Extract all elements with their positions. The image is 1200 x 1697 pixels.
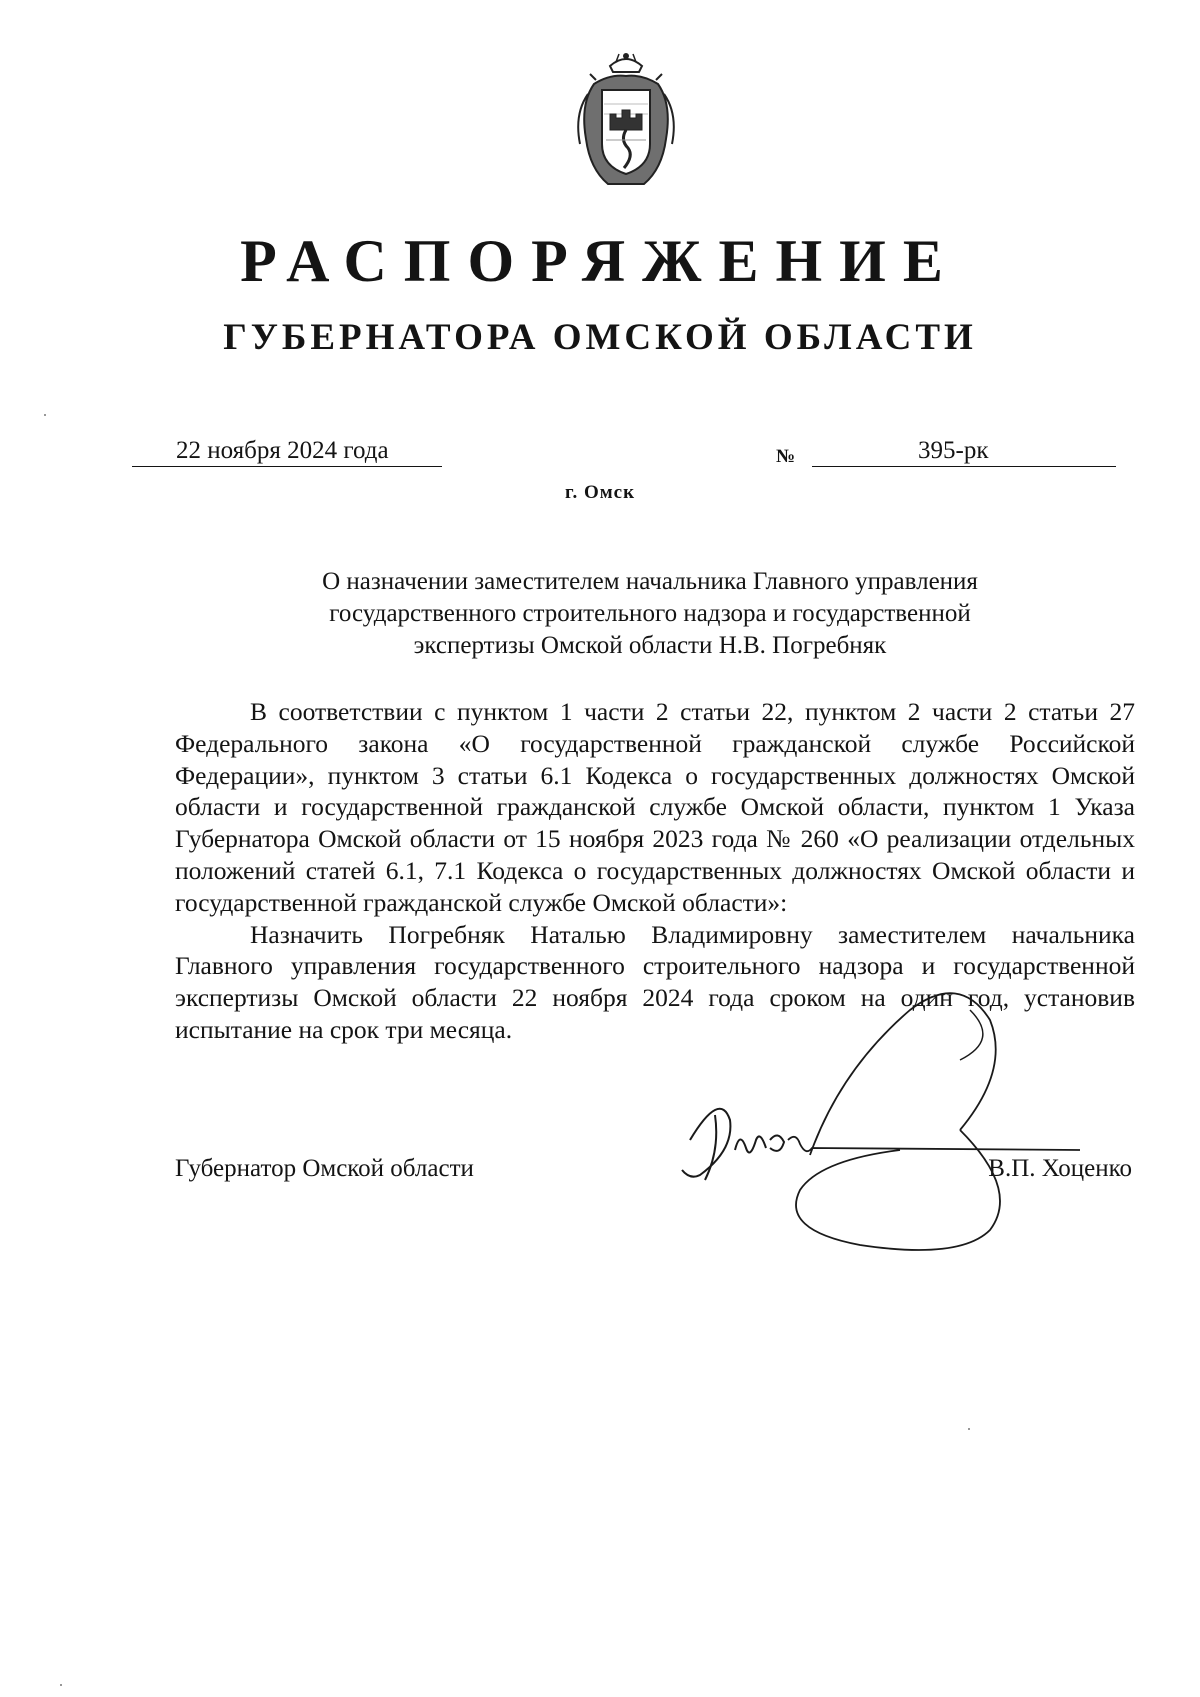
document-subject: [250, 566, 1050, 662]
subject-line: экспертизы Омской области Н.В. Погребняк: [413, 632, 887, 659]
coat-of-arms-icon: [566, 44, 686, 194]
signer-name: В.П. Хоценко: [988, 1155, 1132, 1182]
document-date: 22 ноября 2024 года: [132, 436, 442, 467]
signer-position: Губернатор Омской области: [175, 1155, 474, 1182]
document-author-heading: ГУБЕРНАТОРА ОМСКОЙ ОБЛАСТИ: [223, 317, 977, 358]
handwritten-signature: [660, 980, 1100, 1280]
scan-speck: [968, 1428, 970, 1430]
document-place: г. Омск: [564, 482, 636, 503]
body-paragraph: В соответствии с пунктом 1 части 2 статьи 22, пунктом 2 части 2 статьи 27 Федерального закона «О государственной гражданской службе Российской Федерации», пунктом 3 статьи 6.1 Кодекса о государственных должностях Омской области и государственной гражданской службе Омской области, пунктом 1 Указа Губернатора Омской области от 15 ноября 2023 года № 260 «О реализации отдельных положений статей 6.1, 7.1 Кодекса о государственных должностях Омской области и государственной гражданской службе Омской области»:: [175, 697, 1135, 917]
number-sign: №: [776, 446, 796, 467]
subject-line: О назначении заместителем начальника Главного управления: [322, 568, 978, 595]
subject-line: государственного строительного надзора и государственной: [329, 600, 971, 627]
document-number: 395-рк: [812, 436, 1116, 467]
document-kind-heading: РАСПОРЯЖЕНИЕ: [240, 228, 960, 294]
body-paragraph: Назначить Погребняк Наталью Владимировну заместителем начальника Главного управления государственного строительного надзора и государственной экспертизы Омской области 22 ноября 2024 года сроком на один год, установив испытание на срок три месяца.: [175, 919, 1135, 1044]
scan-speck: [44, 414, 46, 416]
scan-speck: [60, 1684, 62, 1686]
